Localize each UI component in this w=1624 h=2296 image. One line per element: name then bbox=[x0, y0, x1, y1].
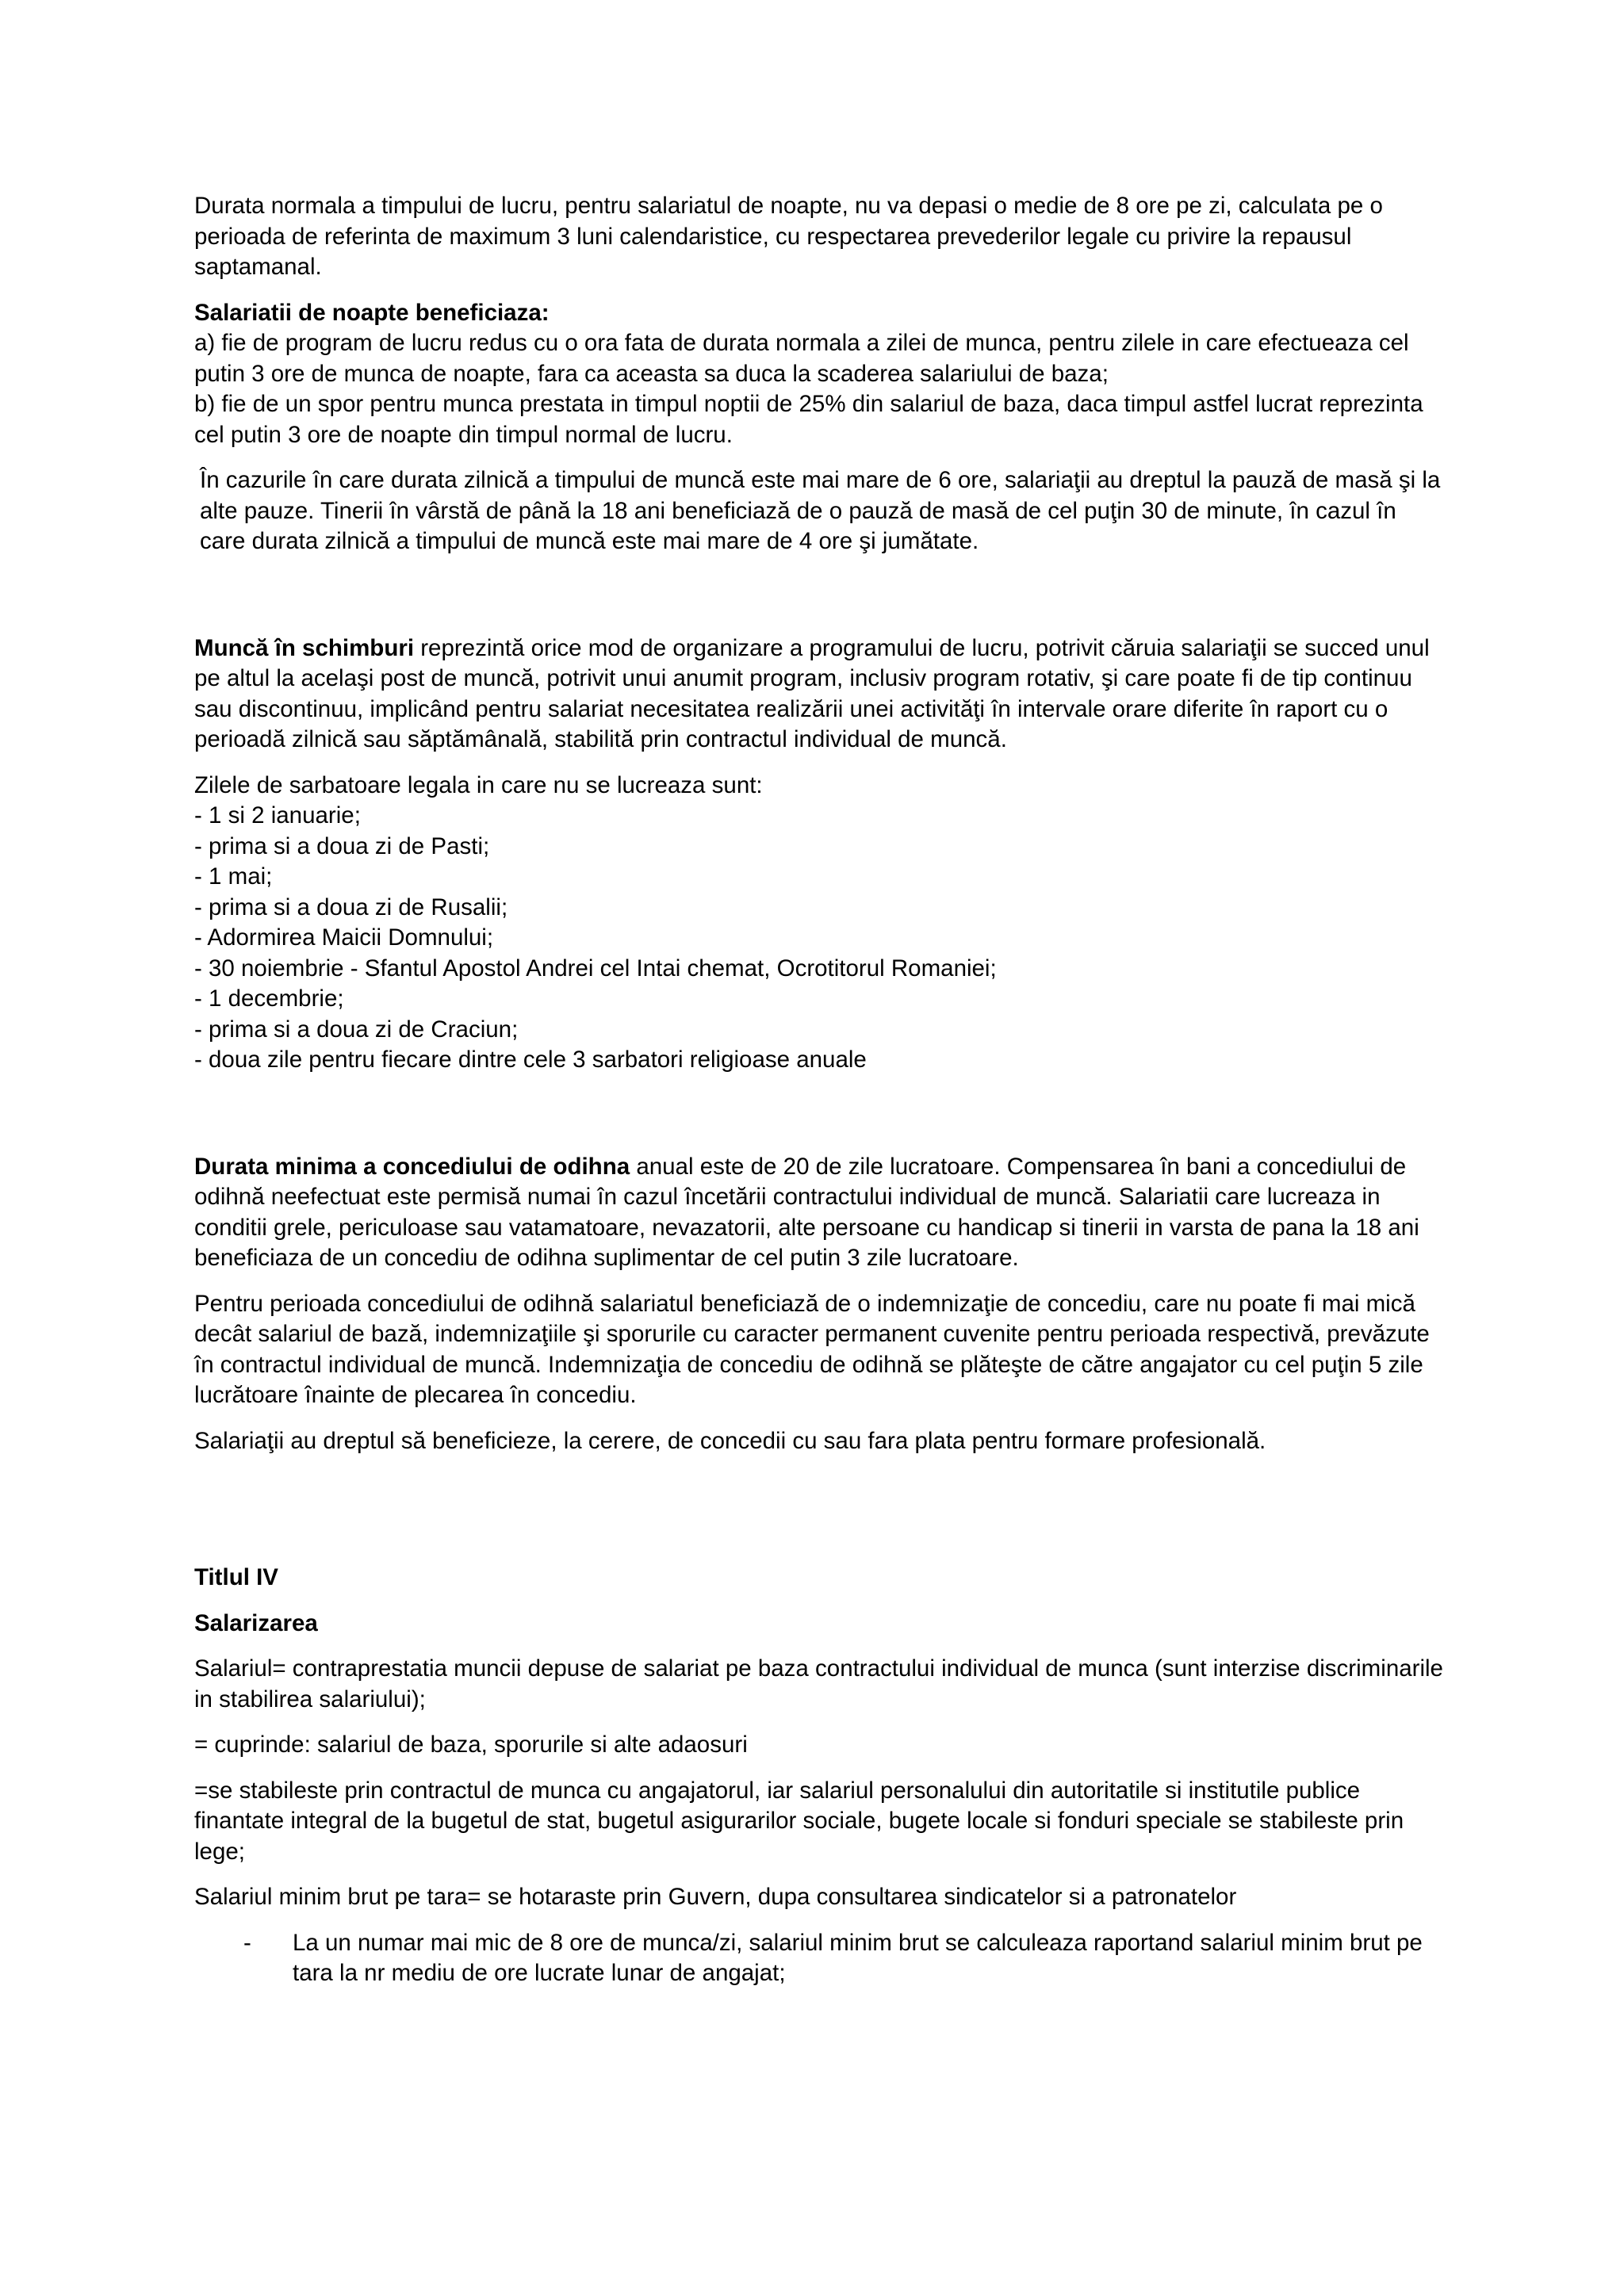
title-titlul-iv: Titlul IV bbox=[194, 1564, 278, 1590]
list-item: - prima si a doua zi de Pasti; bbox=[194, 832, 490, 859]
paragraph-concediu-odihna bbox=[194, 1152, 1447, 1274]
paragraph-indemnizatie-concediu: Pentru perioada concediului de odihnă salariatul beneficiază de o indemnizaţie de concediu, care nu poate fi mai mică decât salariul de bază, indemnizaţiile şi sporurile cu caracter permanent cuvenite pentru perioada respectivă, prevăzute în contractul individual de muncă. Indemnizaţia de concediu de odihnă se plăteşte de către angajator cu cel puţin 5 zile lucrătoare înainte de plecarea în concediu. bbox=[194, 1290, 1430, 1408]
heading-salariati-noapte: Salariatii de noapte beneficiaza: bbox=[194, 299, 550, 326]
bullet-text: La un numar mai mic de 8 ore de munca/zi, salariul minim brut se calculeaza raportand salariul minim brut pe tara la nr mediu de ore lucrate lunar de angajat; bbox=[293, 1929, 1423, 1986]
list-item: - 1 mai; bbox=[194, 863, 273, 890]
bullet-dash: - bbox=[243, 1929, 251, 1956]
list-item-salariul-minim-ore bbox=[194, 1928, 1447, 1989]
paragraph-formare-profesionala: Salariaţii au dreptul să beneficieze, la cerere, de concedii cu sau fara plata pentru formare profesională. bbox=[194, 1427, 1266, 1454]
list-item: - 30 noiembrie - Sfantul Apostol Andrei cel Intai chemat, Ocrotitorul Romaniei; bbox=[194, 955, 997, 982]
item-noapte-b: b) fie de un spor pentru munca prestata in timpul noptii de 25% din salariul de baza, daca timpul astfel lucrat reprezinta cel putin 3 ore de noapte din timpul normal de lucru. bbox=[194, 391, 1423, 448]
paragraph-pauza: În cazurile în care durata zilnică a timpului de muncă este mai mare de 6 ore, salariaţii au dreptul la pauză de masă şi la alte pauze. Tinerii în vârstă de până la 18 ani beneficiază de o pauză de masă de cel puţin 30 de minute, în cazul în care durata zilnică a timpului de muncă este mai mare de 4 ore şi jumătate. bbox=[200, 467, 1441, 554]
term-concediu-odihna: Durata minima a concediului de odihna bbox=[194, 1153, 630, 1180]
sarbatori-intro: Zilele de sarbatoare legala in care nu se lucreaza sunt: bbox=[194, 771, 763, 798]
paragraph-salariul-cuprinde: = cuprinde: salariul de baza, sporurile si alte adaosuri bbox=[194, 1732, 748, 1758]
text-concediu-odihna: anual este de 20 de zile lucratoare. Compensarea în bani a concediului de odihnă neefectuat este permisă numai în cazul încetării contractului individual de muncă. Salariatii care lucreaza in conditii grele, periculoase sau vatamatoare, nevazatorii, alte persoane cu handicap si tinerii in varsta de pana la 18 ani beneficiaza de un concediu de odihna suplimentar de cel putin 3 zile lucratoare. bbox=[194, 1153, 1419, 1271]
paragraph-salariul-definitie: Salariul= contraprestatia muncii depuse de salariat pe baza contractului individual de munca (sunt interzise discriminarile in stabilirea salariului); bbox=[194, 1655, 1443, 1712]
term-munca-schimburi: Muncă în schimburi bbox=[194, 634, 415, 661]
paragraph-durata-noapte: Durata normala a timpului de lucru, pentru salariatul de noapte, nu va depasi o medie de 8 ore pe zi, calculata pe o perioada de referinta de maximum 3 luni calendaristice, cu respectarea prevederilor legale cu privire la repausul saptamanal. bbox=[194, 193, 1383, 280]
text-munca-schimburi: reprezintă orice mod de organizare a programului de lucru, potrivit căruia salariaţii se succed unul pe altul la acelaşi post de muncă, potrivit unui anumit program, inclusiv program rotativ, şi care poate fi de tip continuu sau discontinuu, implicând pentru salariat necesitatea realizării unei activităţi în intervale orare diferite în raport cu o perioadă zilnică sau săptămânală, stabilită prin contractul individual de muncă. bbox=[194, 634, 1430, 752]
list-item: - doua zile pentru fiecare dintre cele 3 sarbatori religioase anuale bbox=[194, 1047, 867, 1073]
list-item: - 1 si 2 ianuarie; bbox=[194, 802, 361, 828]
item-noapte-a: a) fie de program de lucru redus cu o ora fata de durata normala a zilei de munca, pentru zilele in care efectueaza cel putin 3 ore de munca de noapte, fara ca aceasta sa duca la scaderea salariului de baza; bbox=[194, 330, 1409, 387]
heading-salarizarea: Salarizarea bbox=[194, 1609, 318, 1636]
paragraph-salariul-minim: Salariul minim brut pe tara= se hotaraste prin Guvern, dupa consultarea sindicatelor si a patronatelor bbox=[194, 1884, 1237, 1910]
section-sarbatori bbox=[194, 771, 1447, 1076]
list-item: - prima si a doua zi de Rusalii; bbox=[194, 894, 508, 920]
section-salariati-noapte bbox=[194, 298, 1447, 451]
list-item: - 1 decembrie; bbox=[194, 985, 344, 1012]
list-item: - Adormirea Maicii Domnului; bbox=[194, 924, 494, 951]
paragraph-salariul-stabilire: =se stabileste prin contractul de munca cu angajatorul, iar salariul personalului din autoritatile si institutile publice finantate integral de la bugetul de stat, bugetul asigurarilor sociale, bugete locale si fonduri speciale se stabileste prin lege; bbox=[194, 1777, 1404, 1865]
list-item: - prima si a doua zi de Craciun; bbox=[194, 1016, 519, 1043]
paragraph-munca-schimburi bbox=[194, 633, 1447, 756]
document-body bbox=[194, 191, 1447, 1989]
